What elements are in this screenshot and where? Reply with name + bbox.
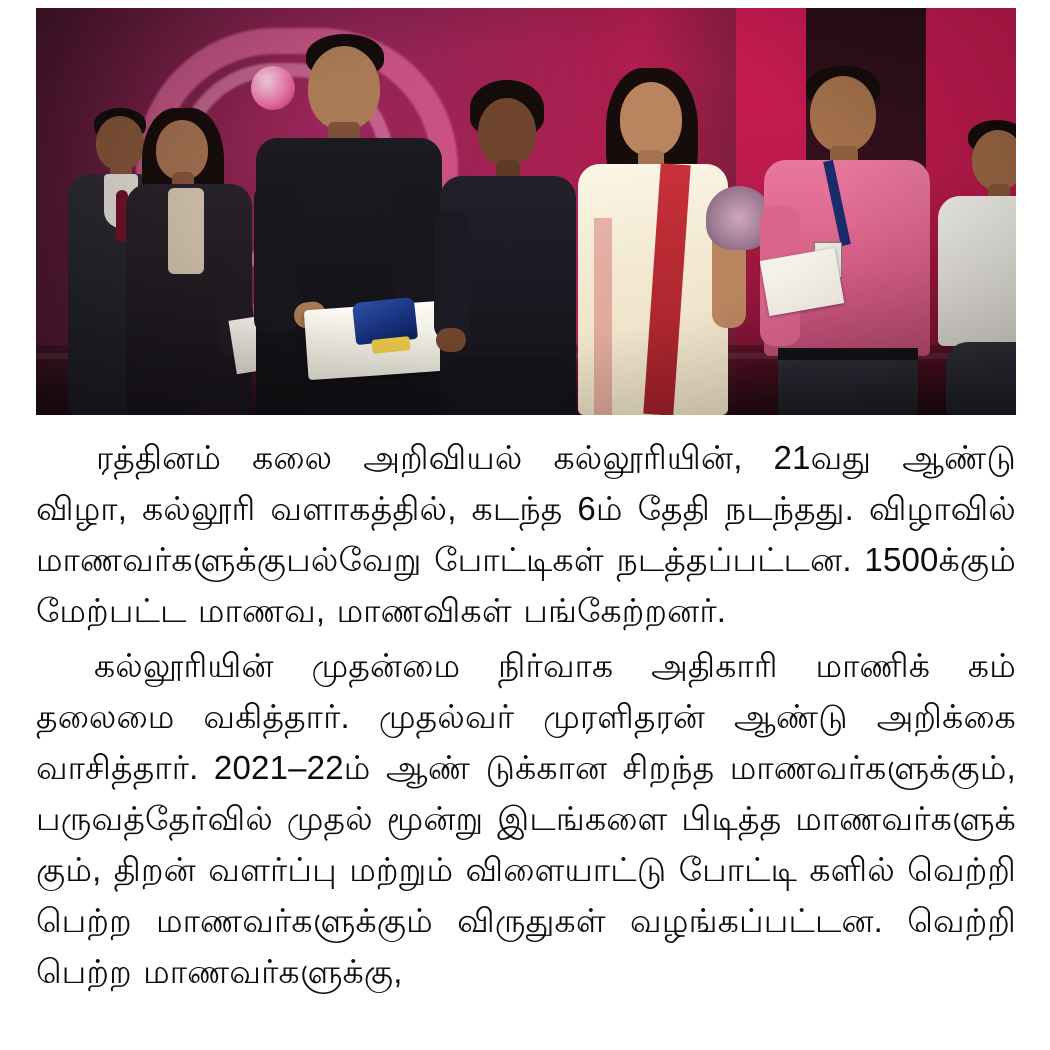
torso (938, 196, 1016, 346)
head (620, 82, 682, 156)
trousers (946, 342, 1016, 415)
trousers (778, 352, 918, 415)
head (972, 130, 1016, 190)
saree-pleat (594, 218, 612, 415)
blouse (168, 188, 204, 274)
head (308, 46, 380, 130)
belt (778, 348, 918, 360)
skirt (450, 356, 566, 415)
article-photo (36, 8, 1016, 415)
arm-left (254, 184, 298, 334)
head (156, 120, 208, 180)
person-woman-blazer (116, 106, 266, 415)
person-woman-saree (566, 68, 756, 415)
person-man-white-shirt (936, 120, 1016, 415)
arm-left (434, 210, 470, 340)
article-paragraph-1: ரத்தினம் கலை அறிவியல் கல்லூரியின், 21வது ஆண்டு விழா, கல்லூரி வளாகத்தில், கடந்த 6ம் தேதி நடந்தது. விழாவில் மாணவர்களுக்குபல்வேறு போட்டிகள் நடத்தப்பட்டன. 1500க்கும் மேற்பட்ட மாணவ, மாணவிகள் பங்கேற்றனர். (36, 439, 1016, 629)
article-paragraph-2: கல்லூரியின் முதன்மை நிர்வாக அதிகாரி மாணிக் கம் தலைமை வகித்தார். முதல்வர் முரளிதரன் ஆண்டு அறிக்கை வாசித்தார். 2021–22ம் ஆண் டுக்கான சிறந்த மாணவர்களுக்கும், பருவத்தேர்வில் முதல் மூன்று இடங்களை பிடித்த மாணவர்களுக் கும், திறன் வளர்ப்பு மற்றும் விளையாட்டு போட்டி களில் வெற்றி பெற்ற மாணவர்களுக்கும் விருதுகள் வழங்கப்பட்டன. வெற்றி பெற்ற மாணவர்களுக்கு, (36, 647, 1016, 990)
hand-left (436, 328, 466, 352)
person-man-pink-shirt (758, 66, 938, 415)
head (478, 98, 536, 166)
article-body (36, 432, 1016, 1001)
photo-canvas (36, 8, 1016, 415)
head (810, 76, 876, 152)
person-student-tshirt (434, 80, 582, 415)
